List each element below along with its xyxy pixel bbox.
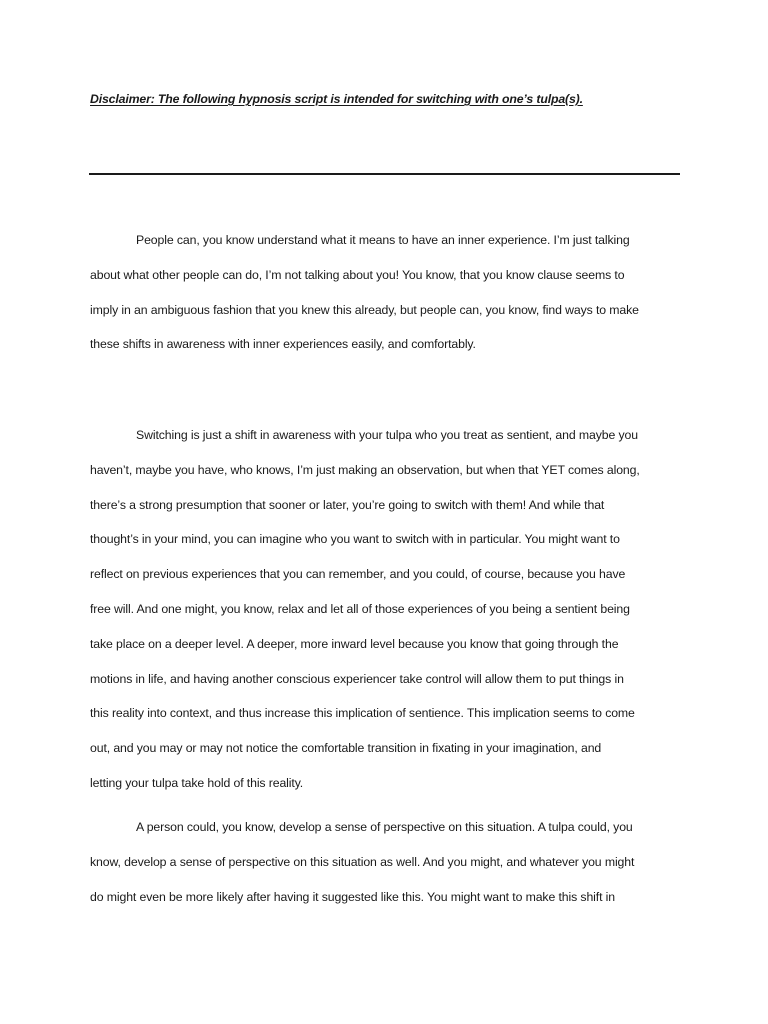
paragraph-line: reflect on previous experiences that you can remember, and you could, of course, because you have (90, 567, 626, 582)
paragraph-line: haven’t, maybe you have, who knows, I’m just making an observation, but when that YET comes along, (90, 462, 640, 477)
paragraph-line: imply in an ambiguous fashion that you knew this already, but people can, you know, find ways to make (90, 302, 639, 317)
paragraph-1 (90, 232, 690, 371)
paragraph-line: People can, you know understand what it means to have an inner experience. I’m just talking (136, 233, 630, 247)
paragraph-line: about what other people can do, I’m not talking about you! You know, that you know clause seems to (90, 267, 625, 282)
paragraph-line: out, and you may or may not notice the comfortable transition in fixating in your imagination, and (90, 741, 602, 756)
disclaimer-heading: Disclaimer: The following hypnosis script is intended for switching with one’s tulpa(s). (90, 92, 583, 106)
paragraph-line: know, develop a sense of perspective on this situation as well. And you might, and whatever you might (90, 854, 635, 869)
paragraph-2 (90, 427, 690, 810)
paragraph-line: this reality into context, and thus increase this implication of sentience. This implication seems to come (90, 706, 635, 721)
paragraph-line: these shifts in awareness with inner experiences easily, and comfortably. (90, 337, 476, 352)
paragraph-line: A person could, you know, develop a sense of perspective on this situation. A tulpa could, you (136, 820, 633, 834)
paragraph-line: take place on a deeper level. A deeper, more inward level because you know that going through the (90, 636, 619, 651)
paragraph-line: free will. And one might, you know, relax and let all of those experiences of you being a sentient being (90, 601, 630, 616)
paragraph-line: thought’s in your mind, you can imagine who you want to switch with in particular. You might want to (90, 532, 620, 547)
paragraph-line: there’s a strong presumption that sooner or later, you’re going to switch with them! And while that (90, 497, 605, 512)
paragraph-line: Switching is just a shift in awareness with your tulpa who you treat as sentient, and maybe you (136, 428, 638, 442)
paragraph-line: do might even be more likely after having it suggested like this. You might want to make this shift in (90, 889, 616, 904)
paragraph-line: motions in life, and having another conscious experiencer take control will allow them to put things in (90, 671, 624, 686)
paragraph-3 (90, 819, 690, 923)
horizontal-divider (89, 173, 680, 175)
paragraph-line: letting your tulpa take hold of this reality. (90, 775, 304, 790)
